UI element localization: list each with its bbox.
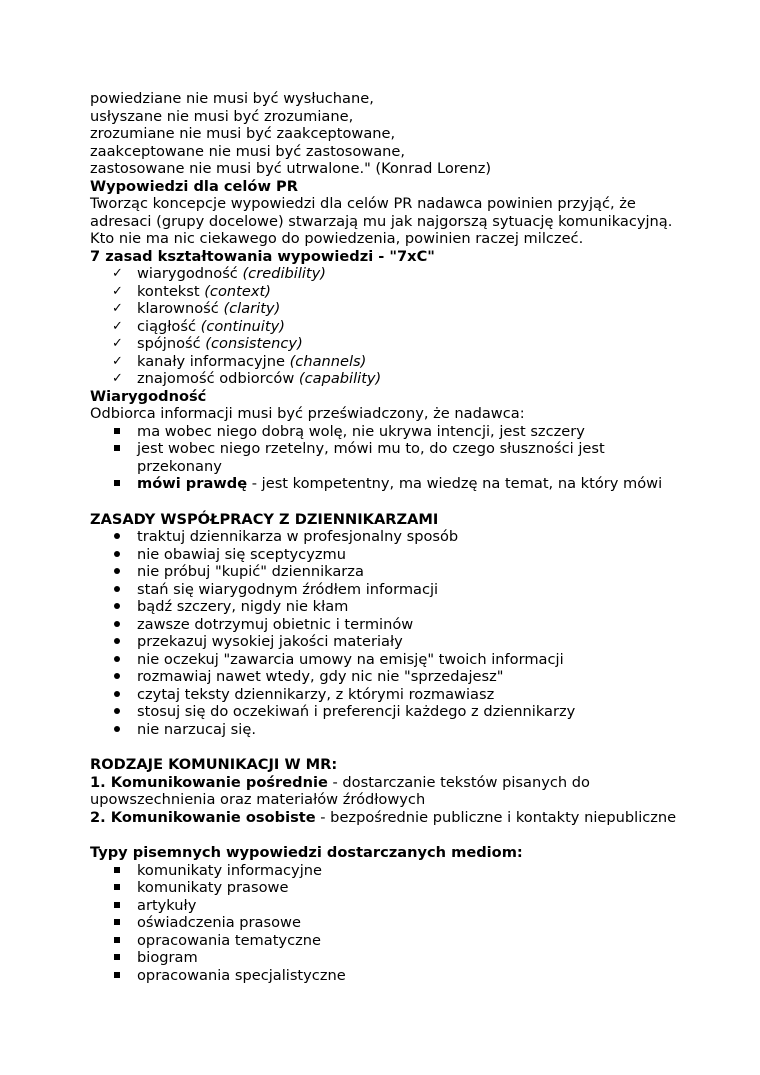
item-english: (credibility) [242, 265, 326, 282]
check-icon: ✓ [112, 301, 123, 316]
list-item [90, 879, 730, 897]
round-bullet-icon [112, 528, 126, 546]
item-english: (clarity) [223, 300, 281, 317]
credibility-list [90, 423, 730, 493]
square-bullet-icon [112, 897, 126, 915]
square-bullet-icon [112, 423, 126, 441]
document-page [90, 90, 730, 984]
item-text: zawsze dotrzymuj obietnic i terminów [137, 615, 414, 633]
item-english: (capability) [298, 370, 382, 387]
list-item [90, 370, 730, 388]
square-bullet-icon [112, 862, 126, 880]
list-item [90, 651, 730, 669]
round-bullet-icon [112, 581, 126, 599]
communication-type-1-continued: upowszechnienia oraz materiałów źródłowych [90, 791, 426, 808]
list-item [90, 914, 730, 932]
list-item [90, 721, 730, 739]
item-text: ciągłość [137, 317, 201, 335]
item-text: kanały informacyjne [137, 352, 290, 370]
item-text: stosuj się do oczekiwań i preferencji każdego z dziennikarzy [137, 703, 576, 720]
round-bullet-icon [112, 546, 126, 564]
pr-heading: Wypowiedzi dla celów PR [90, 177, 298, 195]
list-item [90, 546, 730, 564]
item-text: wiarygodność [137, 265, 243, 282]
item-text: jest wobec niego rzetelny, mówi mu to, do czego słuszności jest [137, 440, 605, 457]
type-description: - bezpośrednie publiczne i kontakty niepubliczne [315, 808, 677, 826]
list-item [90, 283, 730, 301]
list-item [90, 633, 730, 651]
quote-line: powiedziane nie musi być wysłuchane, [90, 90, 374, 107]
check-icon: ✓ [112, 336, 123, 351]
list-item [90, 300, 730, 318]
item-text: przekazuj wysokiej jakości materiały [137, 633, 403, 650]
journalists-list [90, 528, 730, 738]
item-text: traktuj dziennikarza w profesjonalny sposób [137, 528, 459, 545]
list-item [90, 932, 730, 950]
list-item [90, 686, 730, 704]
communication-heading: RODZAJE KOMUNIKACJI W MR: [90, 756, 338, 773]
square-bullet-icon [112, 475, 126, 493]
list-item [90, 862, 730, 880]
round-bullet-icon [112, 651, 126, 669]
item-text: komunikaty prasowe [137, 879, 289, 896]
item-text: nie narzucaj się. [137, 720, 256, 738]
item-text: artykuły [137, 896, 197, 914]
list-item [90, 897, 730, 915]
square-bullet-icon [112, 949, 126, 967]
item-text: oświadczenia prasowe [137, 914, 301, 931]
communication-type-2 [90, 809, 730, 827]
list-item [90, 949, 730, 967]
item-english: (consistency) [205, 335, 303, 352]
item-text: nie oczekuj "zawarcia umowy na emisję" twoich informacji [137, 650, 564, 668]
item-text: czytaj teksty dziennikarzy, z którymi rozmawiasz [137, 685, 495, 703]
item-text: biogram [137, 949, 198, 966]
round-bullet-icon [112, 616, 126, 634]
seven-c-list [90, 265, 730, 388]
list-item [90, 335, 730, 353]
item-text: komunikaty informacyjne [137, 861, 322, 879]
item-text: nie obawiaj się sceptycyzmu [137, 545, 346, 563]
list-item [90, 423, 730, 441]
square-bullet-icon [112, 914, 126, 932]
list-item [90, 440, 730, 475]
credibility-heading: Wiarygodność [90, 387, 207, 405]
seven-c-heading: 7 zasad kształtowania wypowiedzi - "7xC" [90, 247, 435, 265]
check-icon: ✓ [112, 318, 123, 334]
pr-paragraph-line: Tworząc koncepcje wypowiedzi dla celów PR nadawca powinien przyjąć, że [90, 195, 636, 212]
check-icon: ✓ [112, 283, 123, 299]
round-bullet-icon [112, 686, 126, 704]
journalists-heading: ZASADY WSPÓŁPRACY Z DZIENNIKARZAMI [90, 510, 439, 528]
pr-paragraph-line: adresaci (grupy docelowe) stwarzają mu jak najgorszą sytuację komunikacyjną. [90, 212, 673, 230]
item-text: bądź szczery, nigdy nie kłam [137, 598, 349, 615]
item-text-continued: przekonany [137, 457, 222, 475]
item-text: opracowania specjalistyczne [137, 966, 346, 984]
item-text: znajomość odbiorców [137, 370, 299, 387]
list-item [90, 967, 730, 985]
item-text: klarowność [137, 300, 224, 317]
square-bullet-icon [112, 932, 126, 950]
quote-line: zaakceptowane nie musi być zastosowane, [90, 142, 406, 160]
item-text: stań się wiarygodnym źródłem informacji [137, 580, 439, 598]
type-description: - dostarczanie tekstów pisanych do [327, 773, 590, 791]
type-title: 2. Komunikowanie osobiste [90, 808, 316, 826]
item-english: (context) [204, 282, 271, 300]
square-bullet-icon [112, 440, 126, 458]
square-bullet-icon [112, 967, 126, 985]
round-bullet-icon [112, 703, 126, 721]
quote-line: usłyszane nie musi być zrozumiane, [90, 107, 354, 125]
round-bullet-icon [112, 563, 126, 581]
list-item [90, 563, 730, 581]
communication-type-1 [90, 774, 730, 792]
list-item [90, 703, 730, 721]
quote-line: zastosowane nie musi być utrwalone." (Konrad Lorenz) [90, 160, 492, 177]
item-text: ma wobec niego dobrą wolę, nie ukrywa intencji, jest szczery [137, 422, 585, 440]
quote-block [90, 90, 730, 178]
item-text: nie próbuj "kupić" dziennikarza [137, 563, 364, 580]
check-icon: ✓ [112, 266, 123, 281]
round-bullet-icon [112, 598, 126, 616]
item-text-bold: mówi prawdę [137, 475, 248, 492]
item-text: - jest kompetentny, ma wiedzę na temat, na który mówi [247, 475, 663, 492]
list-item [90, 475, 730, 493]
round-bullet-icon [112, 668, 126, 686]
list-item [90, 528, 730, 546]
type-title: 1. Komunikowanie pośrednie [90, 773, 328, 791]
list-item [90, 616, 730, 634]
list-item [90, 598, 730, 616]
check-icon: ✓ [112, 371, 123, 386]
item-english: (channels) [289, 352, 367, 370]
written-list [90, 862, 730, 985]
round-bullet-icon [112, 633, 126, 651]
item-english: (continuity) [200, 317, 285, 335]
credibility-intro: Odbiorca informacji musi być przeświadczony, że nadawca: [90, 405, 525, 422]
round-bullet-icon [112, 721, 126, 739]
item-text: kontekst [137, 282, 205, 300]
item-text: opracowania tematyczne [137, 931, 321, 949]
list-item [90, 581, 730, 599]
pr-paragraph-line: Kto nie ma nic ciekawego do powiedzenia, powinien raczej milczeć. [90, 230, 584, 247]
list-item [90, 668, 730, 686]
quote-line: zrozumiane nie musi być zaakceptowane, [90, 125, 396, 142]
list-item [90, 353, 730, 371]
list-item [90, 318, 730, 336]
check-icon: ✓ [112, 353, 123, 369]
square-bullet-icon [112, 879, 126, 897]
item-text: spójność [137, 335, 206, 352]
item-text: rozmawiaj nawet wtedy, gdy nic nie "sprzedajesz" [137, 668, 504, 685]
list-item [90, 265, 730, 283]
written-heading: Typy pisemnych wypowiedzi dostarczanych mediom: [90, 844, 523, 861]
